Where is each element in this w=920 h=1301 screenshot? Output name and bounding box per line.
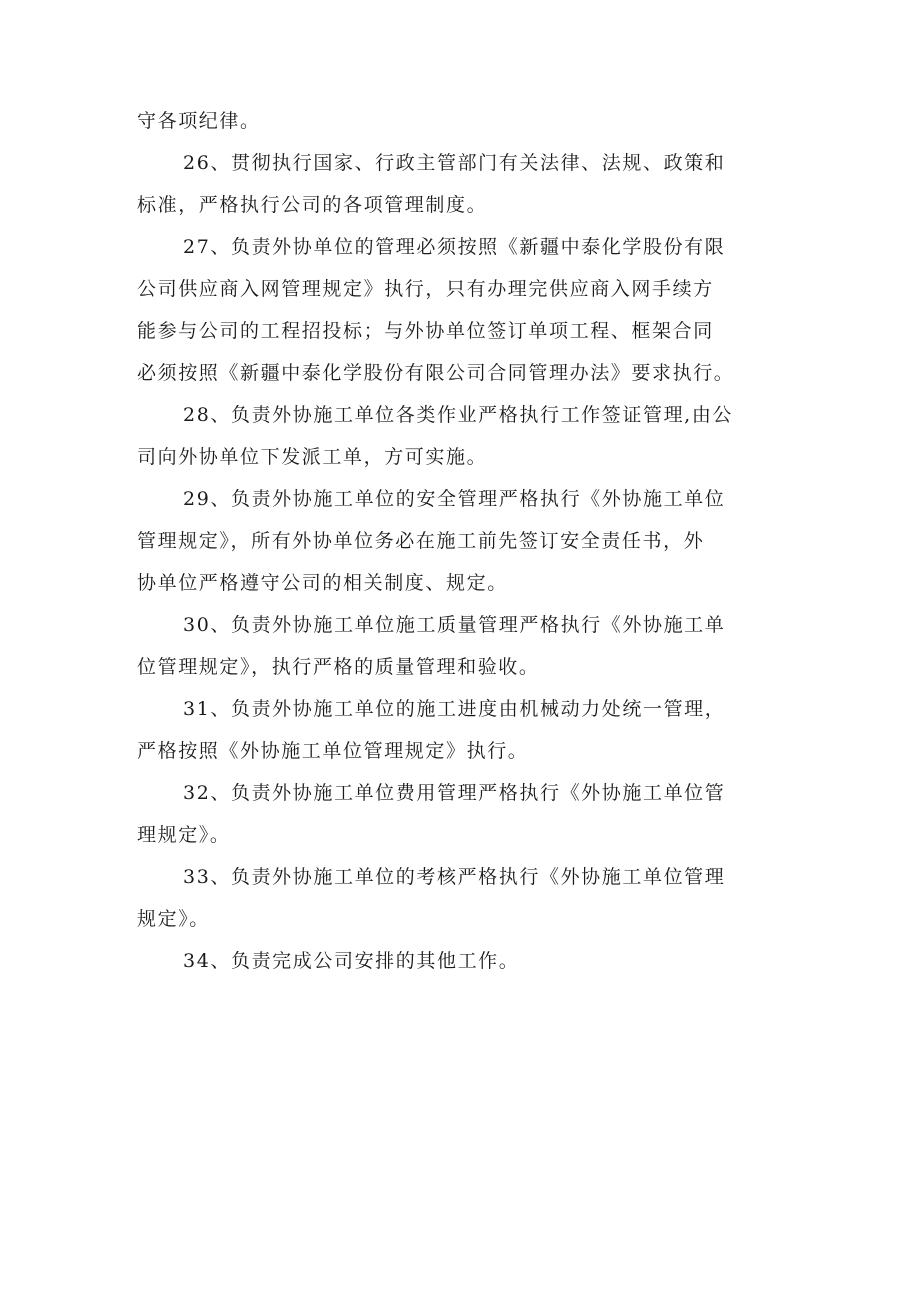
- text-line: 协单位严格遵守公司的相关制度、规定。: [137, 572, 508, 594]
- text-line: 28、负责外协施工单位各类作业严格执行工作签证管理,由公: [183, 404, 734, 426]
- text-line: 33、负责外协施工单位的考核严格执行《外协施工单位管理: [183, 866, 726, 888]
- text-line: 管理规定》，所有外协单位务必在施工前先签订安全责任书，外: [137, 530, 705, 552]
- text-line: 严格按照《外协施工单位管理规定》执行。: [137, 740, 529, 762]
- text-line: 34、负责完成公司安排的其他工作。: [183, 950, 520, 972]
- document-body: [137, 108, 797, 990]
- text-line: 规定》。: [137, 908, 210, 930]
- text-line: 守各项纪律。: [137, 110, 261, 132]
- text-line: 标准，严格执行公司的各项管理制度。: [137, 194, 488, 216]
- text-line: 29、负责外协施工单位的安全管理严格执行《外协施工单位: [183, 488, 726, 510]
- text-line: 32、负责外协施工单位费用管理严格执行《外协施工单位管: [183, 782, 726, 804]
- text-line: 31、负责外协施工单位的施工进度由机械动力处统一管理，: [183, 698, 726, 720]
- text-line: 26、贯彻执行国家、行政主管部门有关法律、法规、政策和: [183, 152, 726, 174]
- text-line: 理规定》。: [137, 824, 231, 846]
- text-line: 公司供应商入网管理规定》执行，只有办理完供应商入网手续方: [137, 278, 714, 300]
- text-line: 能参与公司的工程招投标；与外协单位签订单项工程、框架合同: [137, 320, 714, 342]
- text-line: 30、负责外协施工单位施工质量管理严格执行《外协施工单: [183, 614, 726, 636]
- text-line: 必须按照《新疆中泰化学股份有限公司合同管理办法》要求执行。: [137, 362, 735, 384]
- text-line: 27、负责外协单位的管理必须按照《新疆中泰化学股份有限: [183, 236, 726, 258]
- text-line: 位管理规定》，执行严格的质量管理和验收。: [137, 656, 540, 678]
- text-line: 司向外协单位下发派工单，方可实施。: [137, 446, 488, 468]
